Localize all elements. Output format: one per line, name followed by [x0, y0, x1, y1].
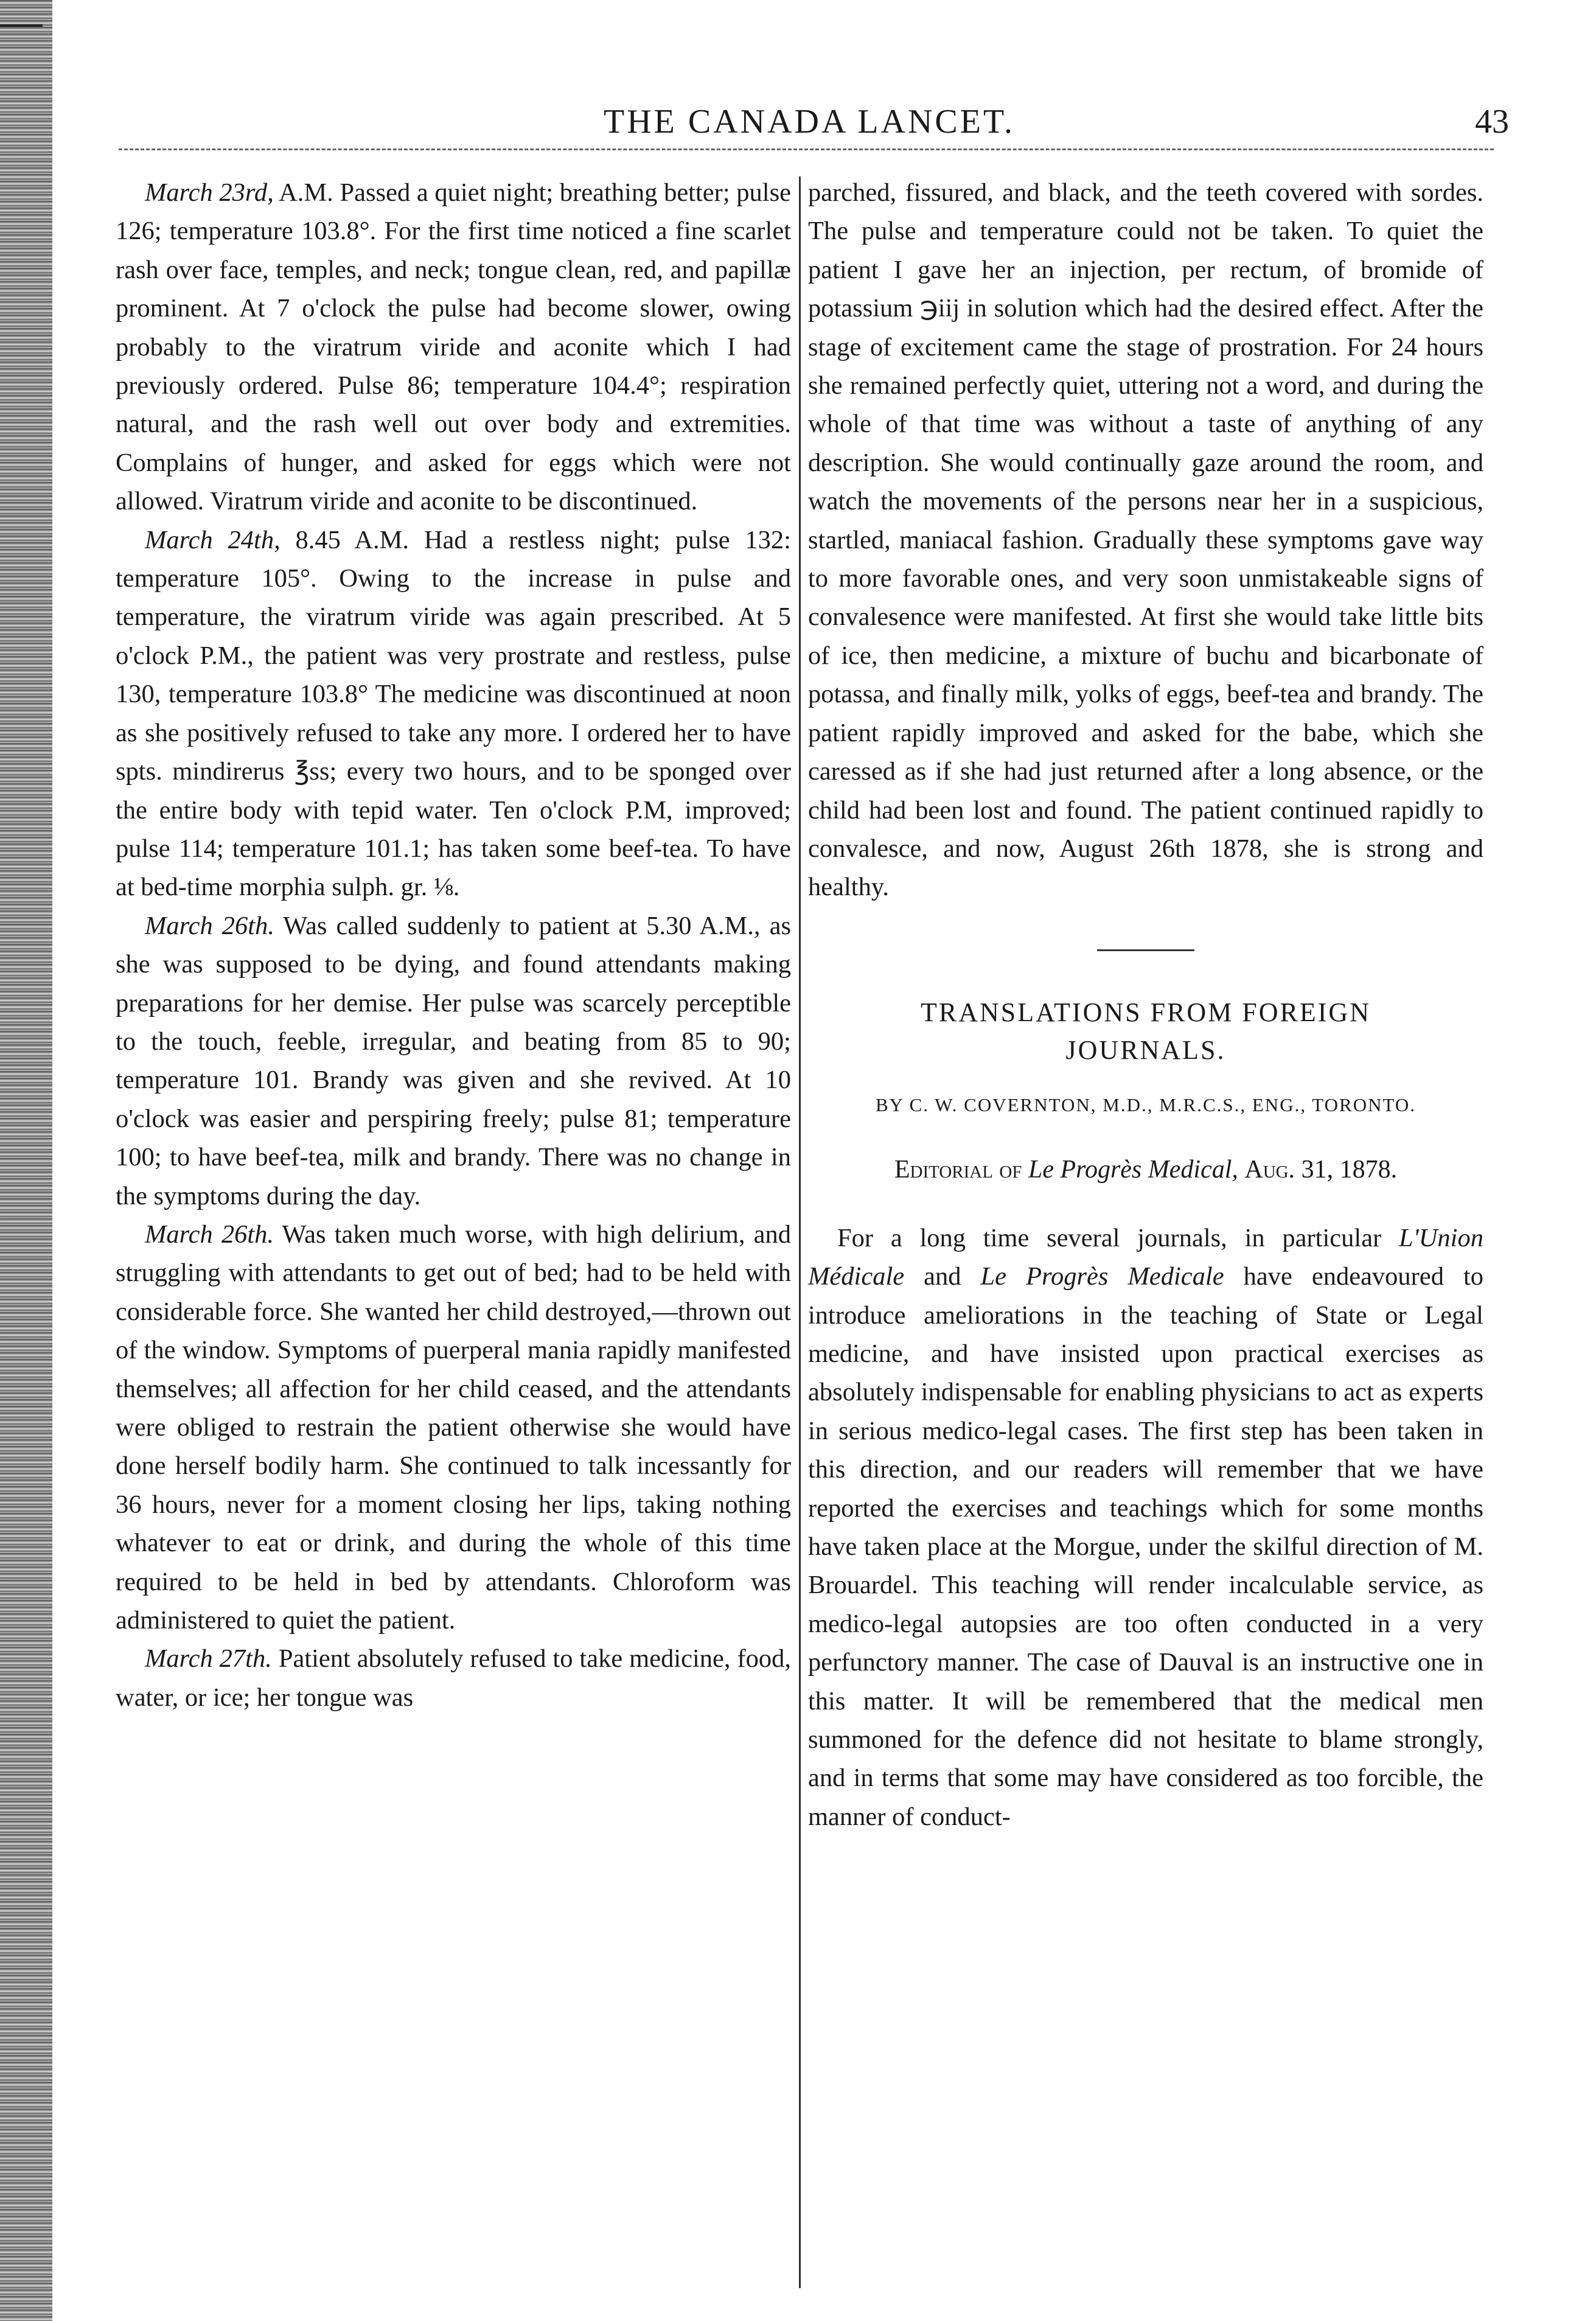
entry-text: A.M. Passed a quiet night; breathing better; pulse 126; temperature 103.8°. For the first time noticed a fine scarlet rash over face, temples, and neck; tongue clean, red, and papillæ prominent. At 7 o'clock the pulse had become slower, owing probably to the viratrum viride and aconite which I had previously ordered. Pulse 86; temperature 104.4°; respiration natural, and the rash well out over body and extremities. Complains of hunger, and asked for eggs which were not allowed. Viratrum viride and aconite to be discontinued.: [116, 178, 792, 516]
author-byline: BY C. W. COVERNTON, M.D., M.R.C.S., ENG., TORONTO.: [875, 1094, 1417, 1115]
header-rule: [119, 148, 1494, 150]
editorial-heading: [808, 1152, 1483, 1187]
body-rest: have endeavoured to introduce ameliorations in the teaching of State or Legal medicine, and have insisted upon practical exercises as absolutely indispensable for enabling physicians to act as experts in serious medico-legal cases. The first step has been taken in this direction, and our readers will remember that we have reported the exercises and teachings which for some months have taken place at the Morgue, under the skilful direction of M. Brouardel. This teaching will render incalculable service, as medico-legal autopsies are too often conducted in a very perfunctory manner. The case of Dauval is an instructive one in this matter. It will be remembered that the medical men summoned for the defence did not hesitate to blame strongly, and in terms that some may have considered as too forcible, the manner of conduct-: [808, 1262, 1484, 1831]
body-connector: and: [924, 1262, 961, 1291]
entry-date: March 23rd,: [145, 178, 274, 207]
journal-name: L'Union Médicale: [808, 1223, 1483, 1291]
binding-edge: [0, 0, 52, 2321]
section-title-line: JOURNALS.: [1065, 1035, 1226, 1065]
case-entry-march-26b: [116, 1215, 791, 1639]
entry-text: Was taken much worse, with high delirium, and struggling with attendants to get out of bed; had to be held with considerable force. She wanted her child destroyed,—thrown out of the window. Symptoms of puerperal mania rapidly manifested themselves; all affection for her child ceased, and the attendants were obliged to restrain the patient otherwise she would have done herself bodily harm. She continued to talk incessantly for 36 hours, never for a moment closing her lips, taking nothing whatever to eat or drink, and during the whole of this time required to be held in bed by attendants. Chloroform was administered to quiet the patient.: [116, 1220, 791, 1635]
journal-title: THE CANADA LANCET.: [603, 103, 1016, 141]
editorial-label: Editorial of: [894, 1155, 1022, 1184]
case-continuation: parched, fissured, and black, and the teeth covered with sordes. The pulse and temperature could not be taken. To quiet the patient I gave her an injection, per rectum, of bromide of potassium ℈iij in solution which had the desired effect. After the stage of excitement came the stage of prostration. For 24 hours she remained perfectly quiet, uttering not a word, and during the whole of that time was without a taste of anything of any description. She would continually gaze around the room, and watch the movements of the persons near her in a suspicious, startled, maniacal fashion. Gradually these symptoms gave way to more favorable ones, and very soon unmistakeable signs of convalesence were manifested. At first she would take little bits of ice, then medicine, a mixture of buchu and bicarbonate of potassa, and finally milk, yolks of eggs, beef-tea and brandy. The patient rapidly improved and asked for the babe, which she caressed as if she had just returned after a long absence, or the child had been lost and found. The patient continued rapidly to convalesce, and now, August 26th 1878, she is strong and healthy.: [808, 178, 1483, 902]
journal-name: Le Progrès Medicale: [980, 1262, 1224, 1291]
case-entry-march-27: [116, 1639, 791, 1717]
left-column: [116, 173, 791, 1717]
editorial-date: Aug. 31, 1878.: [1244, 1155, 1398, 1184]
entry-date: March 26th.: [145, 911, 274, 940]
entry-date: March 26th.: [145, 1220, 274, 1249]
entry-date: March 27th.: [145, 1644, 272, 1674]
running-head: [110, 102, 1509, 151]
entry-date: March 24th,: [145, 525, 281, 554]
case-entry-march-23: [116, 173, 791, 521]
right-column: [808, 173, 1483, 1836]
editorial-body: [808, 1219, 1483, 1837]
entry-text: Was called suddenly to patient at 5.30 A.M., as she was supposed to be dying, and found attendants making preparations for her demise. Her pulse was scarcely perceptible to the touch, feeble, irregular, and beating from 85 to 90; temperature 101. Brandy was given and she revived. At 10 o'clock was easier and perspiring freely; pulse 81; temperature 100; to have beef-tea, milk and brandy. There was no change in the symptoms during the day.: [116, 911, 791, 1210]
binding-rule: [0, 24, 43, 27]
entry-text: 8.45 A.M. Had a restless night; pulse 132: temperature 105°. Owing to the increase in pulse and temperature, the viratrum viride was again prescribed. At 5 o'clock P.M., the patient was very prostrate and restless, pulse 130, temperature 103.8° The medicine was discontinued at noon as she positively refused to take any more. I ordered her to have spts. mindirerus ℥ss; every two hours, and to be sponged over the entire body with tepid water. Ten o'clock P.M, improved; pulse 114; temperature 101.1; has taken some beef-tea. To have at bed-time morphia sulph. gr. ⅛.: [116, 525, 791, 902]
case-entry-march-24: [116, 521, 791, 907]
section-title: [808, 994, 1483, 1069]
case-entry-march-26a: [116, 907, 791, 1215]
column-rule: [799, 176, 801, 2288]
entry-text: Patient absolutely refused to take medicine, food, water, or ice; her tongue was: [116, 1644, 792, 1712]
body-lead: For a long time several journals, in particular: [837, 1223, 1382, 1252]
section-title-line: TRANSLATIONS FROM FOREIGN: [921, 997, 1371, 1027]
section-divider: [1097, 949, 1194, 951]
editorial-source: Le Progrès Medical,: [1028, 1155, 1238, 1184]
page-number: 43: [1475, 103, 1509, 141]
